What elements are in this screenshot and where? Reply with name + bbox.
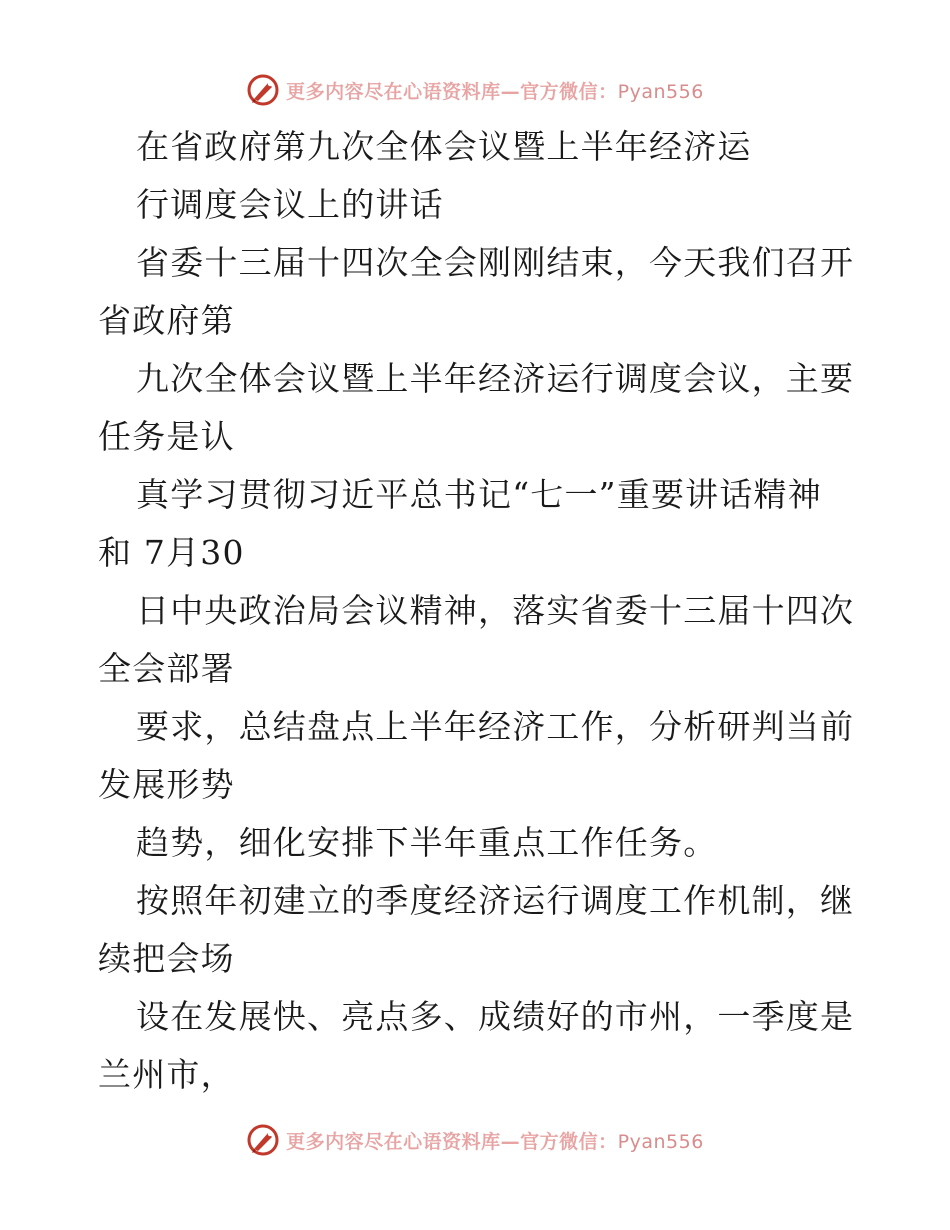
text-line: 日中央政治局会议精神，落实省委十三届十四次: [136, 591, 855, 630]
text-line: 九次全体会议暨上半年经济运行调度会议，主要: [136, 359, 855, 398]
text-line: 全会部署: [98, 649, 235, 688]
text-line: 按照年初建立的季度经济运行调度工作机制，继: [136, 881, 855, 920]
text-line: 行调度会议上的讲话: [136, 185, 444, 224]
document-body: [98, 118, 858, 1104]
text-line: 和 7月30: [98, 533, 245, 572]
text-line: 发展形势: [98, 765, 235, 804]
text-line: 省委十三届十四次全会刚刚结束，今天我们召开: [136, 243, 855, 282]
wechat-id: Pyan556: [617, 80, 704, 103]
text-line: 省政府第: [98, 301, 235, 340]
text-line: 趋势，细化安排下半年重点工作任务。: [136, 823, 718, 862]
wechat-id: Pyan556: [617, 1130, 704, 1153]
text-line: 设在发展快、亮点多、成绩好的市州，一季度是: [136, 997, 855, 1036]
text-line: 续把会场: [98, 939, 235, 978]
text-line: 真学习贯彻习近平总书记“七一”重要讲话精神: [136, 475, 822, 514]
text-line: 要求，总结盘点上半年经济工作，分析研判当前: [136, 707, 855, 746]
footer-watermark: [0, 1120, 950, 1160]
header-watermark: [0, 70, 950, 110]
watermark-text: 更多内容尽在心语资料库—官方微信：Pyan556: [286, 80, 704, 103]
pen-logo-icon: [246, 73, 280, 107]
watermark-text: 更多内容尽在心语资料库—官方微信：Pyan556: [286, 1130, 704, 1153]
pen-logo-icon: [246, 1123, 280, 1157]
text-line: 在省政府第九次全体会议暨上半年经济运: [136, 127, 752, 166]
text-line: 兰州市，: [98, 1055, 235, 1094]
text-line: 任务是认: [98, 417, 235, 456]
